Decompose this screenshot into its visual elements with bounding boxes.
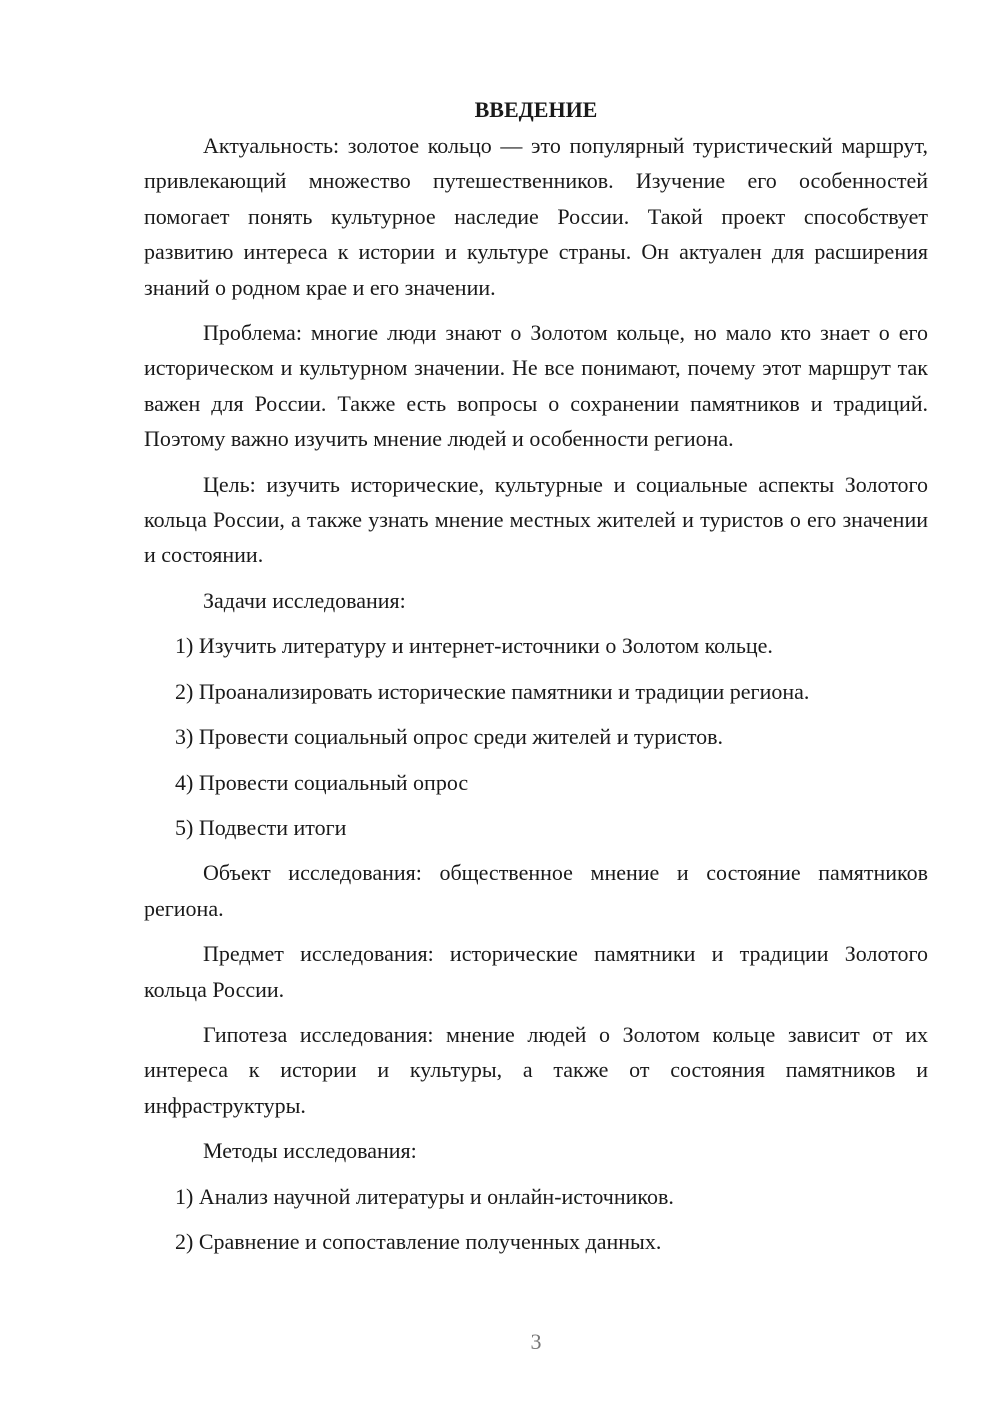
document-page — [144, 94, 928, 1269]
hypothesis-paragraph: Гипотеза исследования: мнение людей о Золотом кольце зависит от их интереса к истории и культуры, а также от состояния памятников и инфраструктуры. — [144, 1021, 928, 1118]
task-item: 3) Провести социальный опрос среди жителей и туристов. — [175, 724, 724, 750]
task-item: 4) Провести социальный опрос — [175, 769, 469, 795]
tasks-heading: Задачи исследования: — [203, 587, 406, 613]
task-item: 2) Проанализировать исторические памятники и традиции региона. — [175, 678, 810, 704]
page-number: 3 — [530, 1329, 542, 1354]
method-item: 2) Сравнение и сопоставление полученных данных. — [175, 1228, 662, 1254]
problem-paragraph: Проблема: многие люди знают о Золотом кольце, но мало кто знает о его историческом и культурном значении. Не все понимают, почему этот маршрут так важен для России. Также есть вопросы о сохранении памятников и традиций. Поэтому важно изучить мнение людей и особенности региона. — [144, 320, 928, 452]
subject-paragraph: Предмет исследования: исторические памятники и традиции Золотого кольца России. — [144, 941, 928, 1002]
task-item: 5) Подвести итоги — [175, 814, 347, 840]
task-item: 1) Изучить литературу и интернет-источники о Золотом кольце. — [175, 633, 773, 659]
page-title: ВВЕДЕНИЕ — [474, 97, 598, 122]
goal-paragraph: Цель: изучить исторические, культурные и социальные аспекты Золотого кольца России, а также узнать мнение местных жителей и туристов о его значении и состоянии. — [144, 471, 928, 568]
method-item: 1) Анализ научной литературы и онлайн-источников. — [175, 1183, 674, 1209]
object-paragraph: Объект исследования: общественное мнение и состояние памятников региона. — [144, 860, 928, 921]
methods-heading: Методы исследования: — [203, 1138, 417, 1164]
relevance-paragraph: Актуальность: золотое кольцо — это популярный туристический маршрут, привлекающий множество путешественников. Изучение его особенностей помогает понять культурное наследие России. Такой проект способствует развитию интереса к истории и культуре страны. Он актуален для расширения знаний о родном крае и его значении. — [144, 133, 928, 300]
